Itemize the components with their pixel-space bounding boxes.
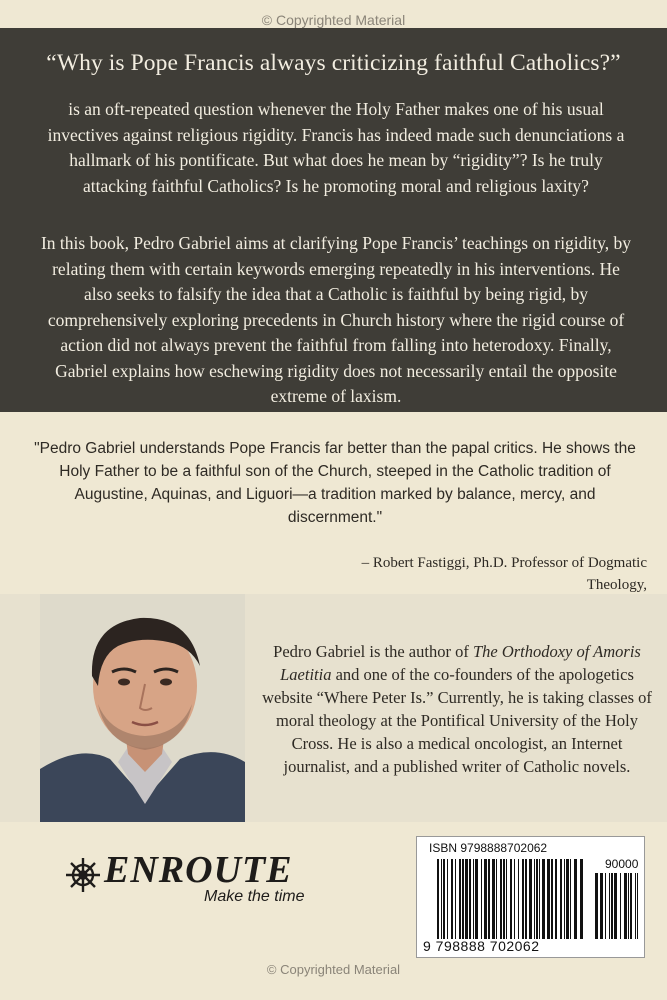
headline-question: “Why is Pope Francis always criticizing faithful Catholics?” xyxy=(46,50,621,76)
author-bio xyxy=(258,640,656,778)
isbn-barcode xyxy=(416,836,645,958)
endorsement-quote: "Pedro Gabriel understands Pope Francis far better than the papal critics. He shows the Holy Father to be a faithful son of the Church, steeped in the Catholic tradition of Augustine, Aquinas, and Liguori—a tradition marked by balance, mercy, and discernment." xyxy=(34,440,636,526)
publisher-name: ENROUTE xyxy=(104,849,293,891)
barcode-digits: 9 798888 702062 xyxy=(423,938,540,954)
copyright-watermark-top: © Copyrighted Material xyxy=(261,12,406,28)
attribution-line-1: – Robert Fastiggi, Ph.D. Professor of Dogmatic Theology, xyxy=(361,555,647,593)
author-photo xyxy=(40,594,245,822)
barcode-addon-bars xyxy=(595,873,639,939)
synopsis-panel xyxy=(0,28,667,412)
synopsis-paragraph-1: is an oft-repeated question whenever the Holy Father makes one of his usual invectives against religious rigidity. Francis has indeed made such denunciations a hallmark of his pontificate. But what does he mean by “rigidity”? Is he truly attacking faithful Catholics? Is he promoting moral and religious laxity? xyxy=(47,99,625,196)
isbn-label: ISBN 9798888702062 xyxy=(429,841,548,855)
bio-rest: and one of the co-founders of the apologetics website “Where Peter Is.” Currently, he is taking classes of moral theology at the Pontifical University of the Holy Cross. He is also a medical oncologist, an Internet journalist, and a published writer of Catholic novels. xyxy=(262,665,652,776)
price-code: 90000 xyxy=(605,857,639,871)
publisher-logo xyxy=(64,850,334,910)
ship-wheel-icon xyxy=(64,856,102,894)
publisher-tagline: Make the time xyxy=(204,888,305,905)
barcode-bars xyxy=(437,859,587,939)
bio-intro: Pedro Gabriel is the author of xyxy=(273,642,473,661)
copyright-watermark-bottom: © Copyrighted Material xyxy=(266,962,401,977)
synopsis-paragraph-2: In this book, Pedro Gabriel aims at clarifying Pope Francis’ teachings on rigidity, by relating them with certain keywords emerging repeatedly in his interventions. He also seeks to falsify the idea that a Catholic is faithful by being rigid, by comprehensively exploring precedents in Church history where the rigid course of action did not always prevent the faithful from falling into heterodoxy. Finally, Gabriel explains how eschewing rigidity does not necessarily entail the opposite extreme of laxism. xyxy=(40,233,632,406)
bio-book-title: The Orthodoxy of Amoris Laetitia xyxy=(280,642,641,684)
